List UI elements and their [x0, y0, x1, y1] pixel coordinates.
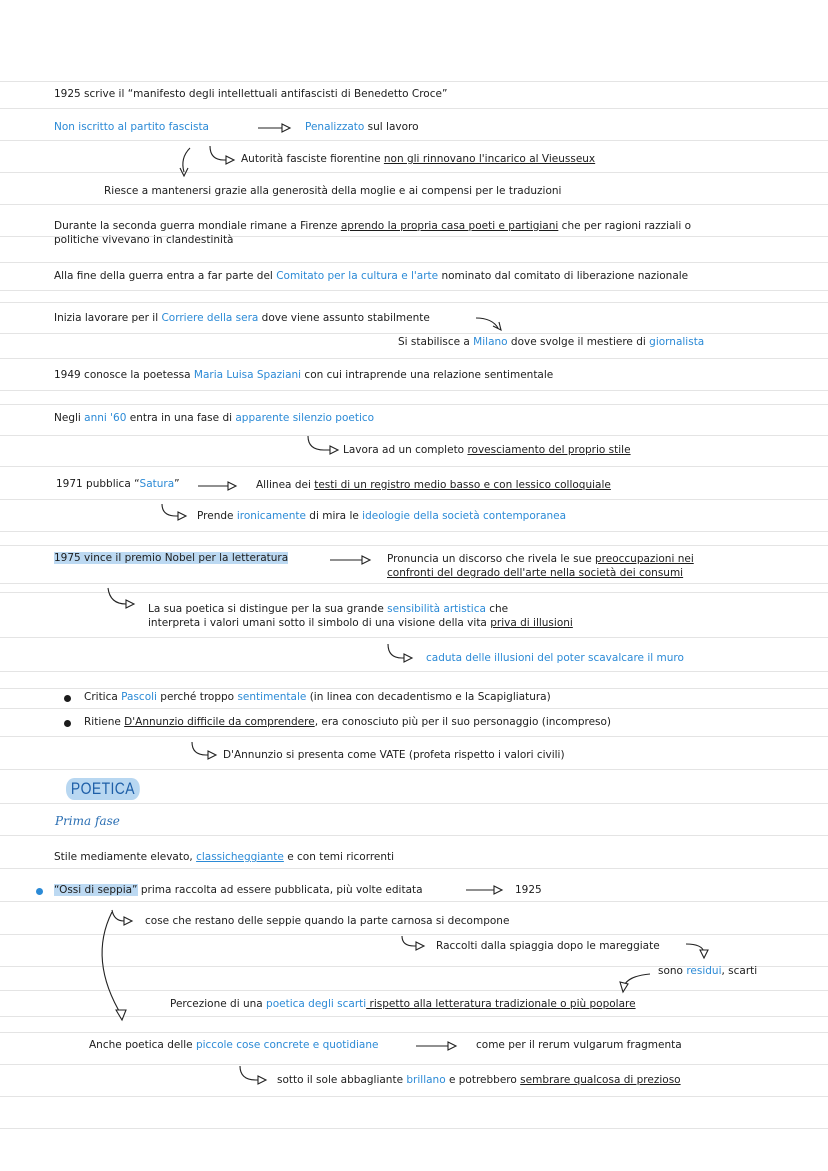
note-line: Lavora ad un completo rovesciamento del proprio stile: [343, 444, 631, 456]
note-line: Si stabilisce a Milano dove svolge il mestiere di giornalista: [398, 336, 705, 348]
note-line: D'Annunzio si presenta come VATE (profeta rispetto i valori civili): [223, 749, 565, 761]
note-line: caduta delle illusioni del poter scavalcare il muro: [426, 652, 684, 664]
arrow-icon: [183, 148, 190, 172]
note-line: Pronuncia un discorso che rivela le sue preoccupazioni nei: [387, 553, 694, 565]
note-line: 1925 scrive il “manifesto degli intellettuali antifascisti di Benedetto Croce”: [54, 88, 448, 100]
note-line: 1971 pubblica “Satura”: [56, 478, 180, 490]
hook-arrow-icon: [108, 588, 126, 604]
note-line: Non iscritto al partito fascista: [54, 121, 209, 133]
section-subtitle: Prima fase: [55, 814, 120, 828]
hook-arrow-icon: [112, 910, 124, 921]
note-line: interpreta i valori umani sotto il simbolo di una visione della vita priva di illusioni: [148, 617, 573, 629]
note-line: Inizia lavorare per il Corriere della sera dove viene assunto stabilmente: [54, 312, 430, 324]
bullet-icon: [36, 888, 43, 895]
note-line: confronti del degrado dell'arte nella società dei consumi: [387, 567, 684, 579]
hook-arrow-icon: [388, 644, 404, 658]
hook-arrow-icon: [210, 146, 226, 160]
note-line: Durante la seconda guerra mondiale rimane a Firenze aprendo la propria casa poeti e partigiani che per ragioni razziali o: [54, 220, 692, 232]
note-line: come per il rerum vulgarum fragmenta: [476, 1039, 682, 1051]
note-line: La sua poetica si distingue per la sua grande sensibilità artistica che: [148, 603, 509, 615]
note-line: Ritiene D'Annunzio difficile da comprendere, era conosciuto più per il suo personaggio (incompreso): [84, 716, 612, 728]
note-line: Critica Pascoli perché troppo sentimentale (in linea con decadentismo e la Scapigliatura): [84, 691, 551, 703]
note-line: 1925: [515, 884, 542, 896]
hook-arrow-icon: [240, 1066, 258, 1080]
bullet-icon: [64, 720, 71, 727]
note-line: Stile mediamente elevato, classicheggiante e con temi ricorrenti: [54, 851, 395, 863]
note-line: Penalizzato sul lavoro: [305, 121, 419, 133]
hook-arrow-icon: [402, 936, 416, 946]
note-line: Alla fine della guerra entra a far parte del Comitato per la cultura e l'arte nominato dal comitato di liberazione nazionale: [54, 270, 689, 282]
note-line: Autorità fasciste fiorentine non gli rinnovano l'incarico al Vieusseux: [241, 153, 596, 165]
note-line: “Ossi di seppia” prima raccolta ad essere pubblicata, più volte editata: [54, 884, 423, 896]
note-line: Riesce a mantenersi grazie alla generosità della moglie e ai compensi per le traduzioni: [104, 185, 562, 197]
note-line: 1949 conosce la poetessa Maria Luisa Spaziani con cui intraprende una relazione sentimentale: [54, 369, 554, 381]
note-line: Negli anni '60 entra in una fase di apparente silenzio poetico: [54, 412, 375, 424]
curved-arrow-icon: [102, 912, 122, 1016]
hook-arrow-icon: [192, 742, 208, 755]
note-line: sotto il sole abbagliante brillano e potrebbero sembrare qualcosa di prezioso: [277, 1074, 681, 1086]
note-line: Raccolti dalla spiaggia dopo le mareggiate: [436, 940, 660, 952]
hook-arrow-icon: [308, 436, 330, 450]
note-line: 1975 vince il premio Nobel per la letteratura: [54, 552, 289, 564]
bullet-icon: [64, 695, 71, 702]
hook-arrow-icon: [162, 504, 178, 516]
note-line: cose che restano delle seppie quando la parte carnosa si decompone: [145, 915, 510, 927]
note-line: Allinea dei testi di un registro medio basso e con lessico colloquiale: [256, 479, 611, 491]
note-line: sono residui, scarti: [658, 965, 758, 977]
note-line: Percezione di una poetica degli scarti rispetto alla letteratura tradizionale o più popolare: [170, 998, 636, 1010]
note-line: politiche vivevano in clandestinità: [54, 234, 234, 246]
note-line: Anche poetica delle piccole cose concrete e quotidiane: [89, 1039, 379, 1051]
note-line: Prende ironicamente di mira le ideologie della società contemporanea: [197, 510, 567, 522]
section-title: POETICA: [66, 778, 140, 800]
